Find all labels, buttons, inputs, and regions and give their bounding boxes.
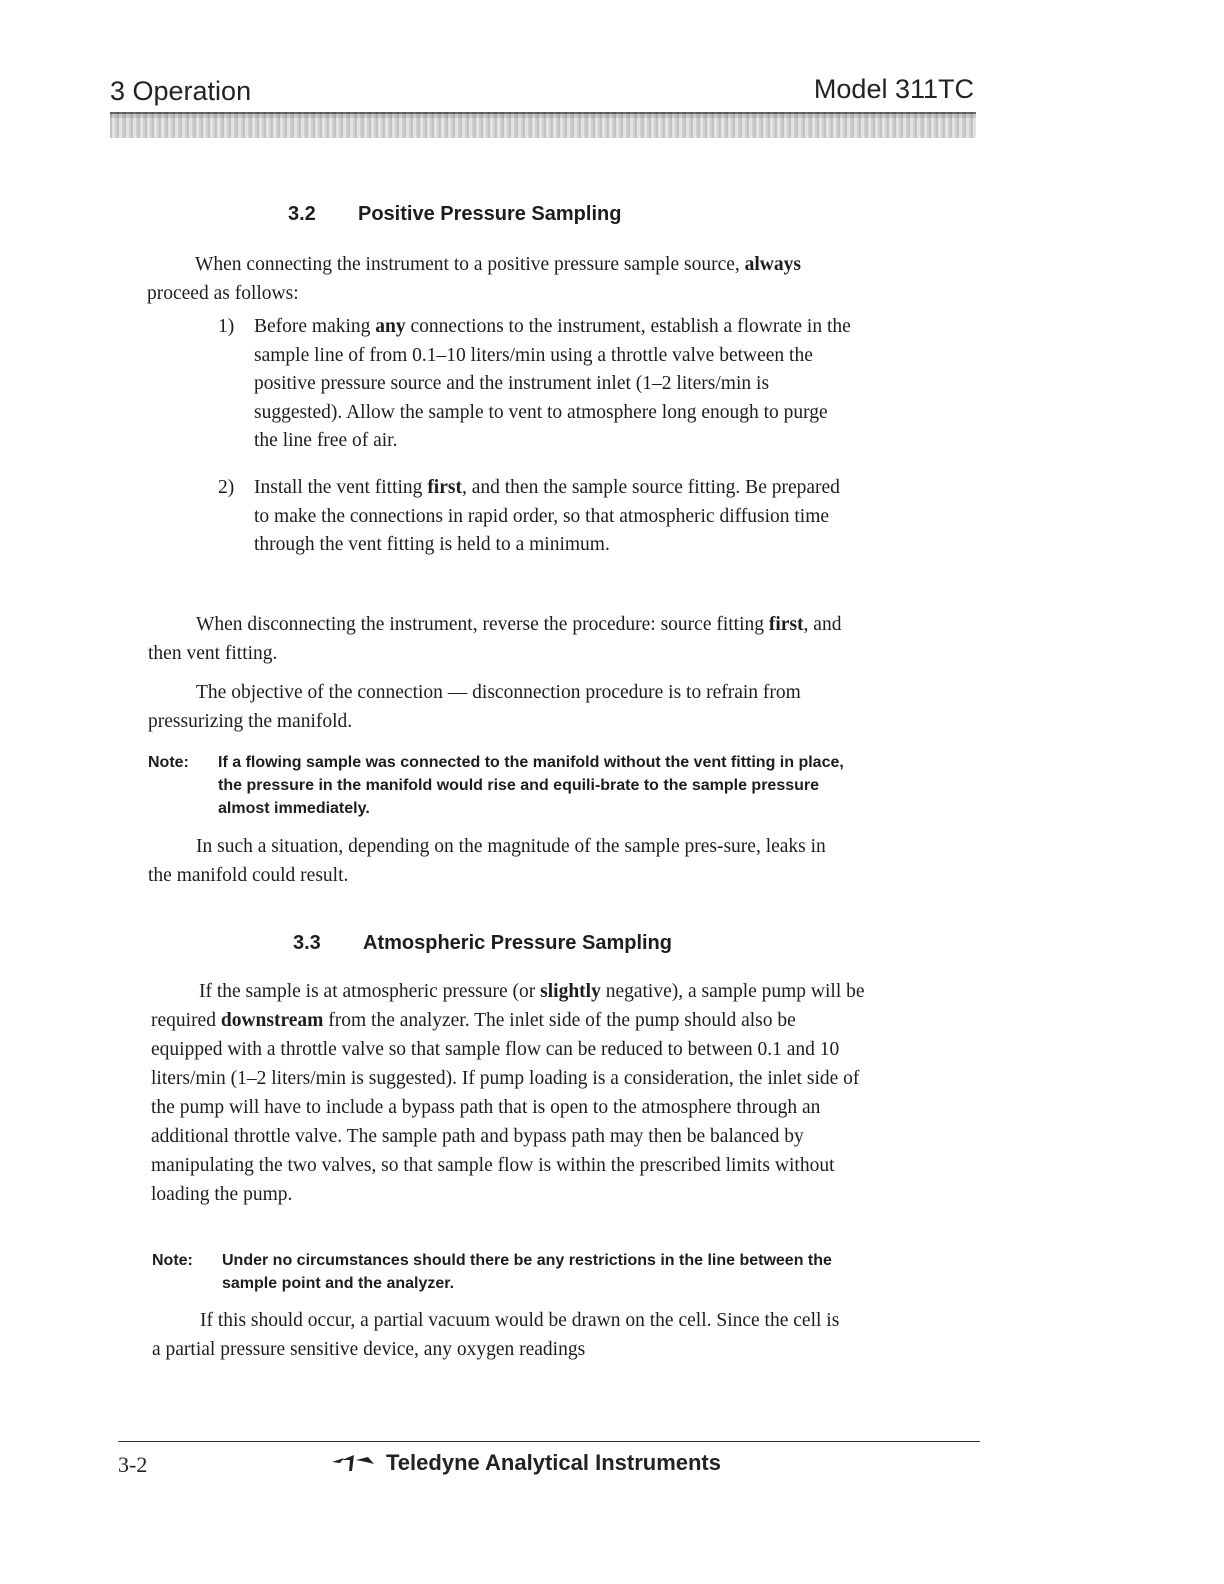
section-3-2-number: 3.2: [288, 203, 316, 225]
note-block: [152, 1249, 882, 1297]
model-label: Model 311TC: [813, 74, 974, 104]
objective-paragraph: The objective of the connection — disconnection procedure is to refrain from pressurizing the manifold.: [148, 682, 801, 732]
section-3-3-title: Atmospheric Pressure Sampling: [363, 932, 672, 954]
note-label: Note:: [148, 754, 189, 771]
footer-rule: [118, 1441, 980, 1442]
note-text: Under no circumstances should there be any restrictions in the line between the sample point and the analyzer.: [222, 1252, 832, 1292]
teledyne-logo-icon: [330, 1454, 378, 1472]
note-block: [148, 751, 878, 823]
section-3-3-heading: [293, 932, 672, 955]
chapter-heading: 3 Operation: [110, 76, 252, 106]
disconnect-paragraph: When disconnecting the instrument, reverse the procedure: source fitting first, and then vent fitting.: [148, 614, 842, 664]
section-3-2-title: Positive Pressure Sampling: [358, 203, 622, 225]
note-label: Note:: [152, 1252, 193, 1269]
page-number: 3-2: [118, 1452, 148, 1477]
section-3-3-number: 3.3: [293, 932, 321, 954]
section-3-2-heading: [288, 203, 621, 226]
vacuum-paragraph: If this should occur, a partial vacuum would be drawn on the cell. Since the cell is a partial pressure sensitive device, any oxygen readings: [152, 1310, 840, 1360]
footer-brand: Teledyne Analytical Instruments: [330, 1450, 721, 1476]
header-rule: [110, 112, 976, 138]
situation-paragraph: In such a situation, depending on the magnitude of the sample pres-sure, leaks in the manifold could result.: [148, 836, 826, 886]
section-3-2-intro: When connecting the instrument to a positive pressure sample source, always proceed as follows:: [147, 254, 801, 304]
atmospheric-paragraph: If the sample is at atmospheric pressure (or slightly negative), a sample pump will be required downstream from the analyzer. The inlet side of the pump should also be equipped with a throttle valve so that sample flow can be reduced to between 0.1 and 10 liters/min (1–2 liters/min is suggested). If pump loading is a consideration, the inlet side of the pump will have to include a bypass path that is open to the atmosphere through an additional throttle valve. The sample path and bypass path may then be balanced by manipulating the two valves, so that sample flow is within the prescribed limits without loading the pump.: [151, 981, 865, 1205]
note-text: If a flowing sample was connected to the manifold without the vent fitting in place, the pressure in the manifold would rise and equili-brate to the sample pressure almost immediately.: [218, 754, 844, 817]
